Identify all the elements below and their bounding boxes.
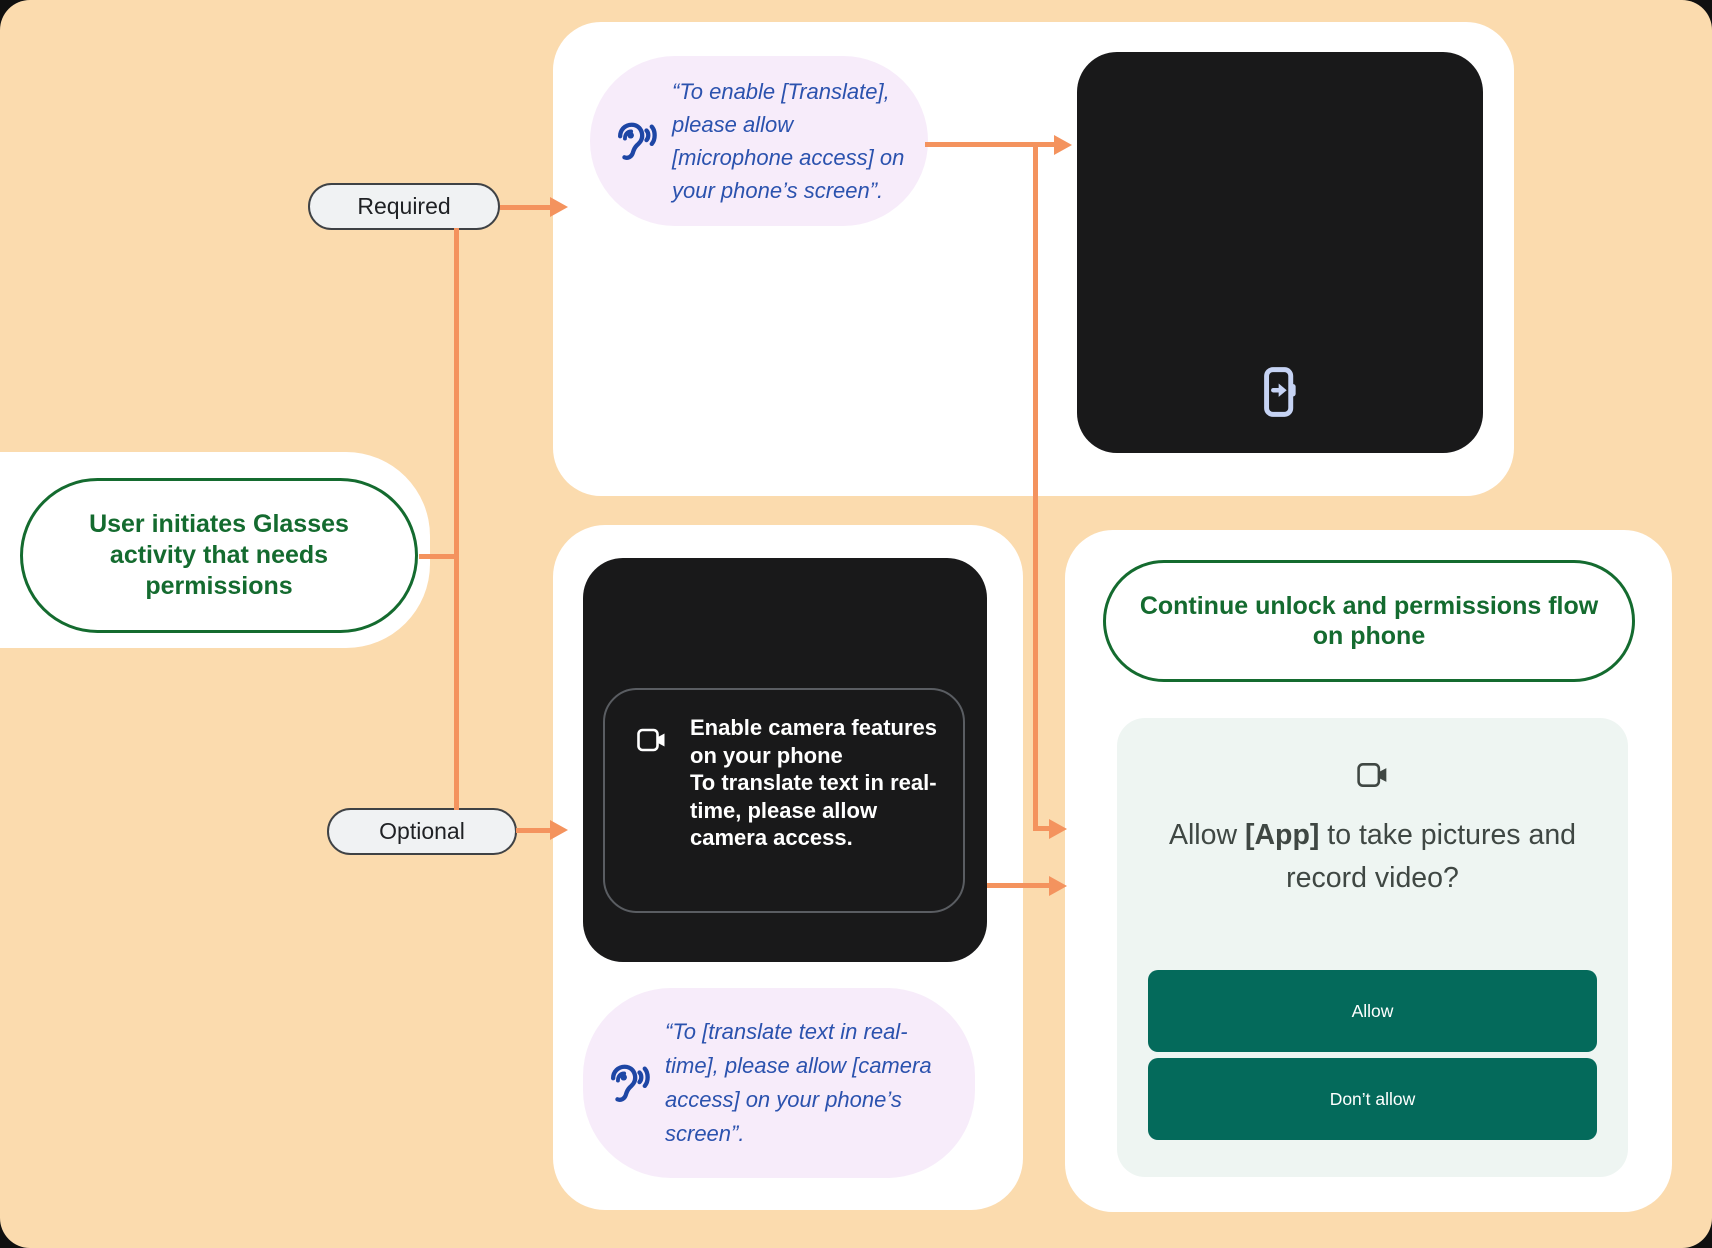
voice-prompt-text-required: “To enable [Translate], please allow [microphone access] on your phone’s screen”. [672,79,905,203]
start-node-label: User initiates Glasses activity that needs permissions [89,510,349,600]
dont-allow-button[interactable] [1148,1058,1597,1140]
glasses-notification-box [603,688,965,913]
voice-prompt-bubble-required [590,56,928,226]
voice-prompt-bubble-optional [583,988,975,1178]
voice-prompt-text-optional: “To [translate text in real-time], please allow [camera access] on your phone’s screen”. [665,1019,932,1146]
arrowhead-optional [550,820,568,840]
connector-screen-to-dialog [987,883,1051,888]
hearing-icon [605,1063,651,1104]
allow-button[interactable] [1148,970,1597,1052]
permission-prompt [1153,814,1593,900]
glasses-screen-camera-prompt [583,558,987,962]
prompt-app-placeholder: [App] [1244,819,1320,851]
arrowhead-to-phone-card [1049,819,1067,839]
prompt-prefix: Allow [1168,819,1245,851]
connector-optional-arrow [516,828,552,833]
hearing-icon [612,121,658,162]
required-branch-label [308,183,500,230]
arrowhead-to-dialog [1049,876,1067,896]
optional-label-text: Optional [379,818,465,844]
arrowhead-to-blank-screen [1054,135,1072,155]
optional-branch-label [327,808,517,855]
dont-allow-button-label: Don’t allow [1329,1088,1416,1109]
connector-start-to-spine [419,554,459,559]
videocam-icon [1357,762,1389,788]
connector-required-arrow [500,205,552,210]
camera-permission-dialog [1117,718,1628,1177]
prompt-suffix: to take pictures and record video? [1286,819,1577,894]
glasses-screen-blank [1077,52,1483,453]
connector-branch-down [1033,142,1038,831]
glasses-message-body: To translate text in real-time, please allow camera access. [690,770,937,850]
arrowhead-required [550,197,568,217]
start-node [20,478,418,633]
allow-button-label: Allow [1351,1000,1394,1021]
required-label-text: Required [357,193,451,219]
phone-flow-label: Continue unlock and permissions flow on phone [1139,592,1599,650]
phone-flow-node [1103,560,1635,682]
send-to-phone-icon [1263,365,1297,419]
videocam-icon [637,728,667,752]
connector-spine [454,228,459,810]
glasses-message-title: Enable camera features on your phone [690,715,938,768]
